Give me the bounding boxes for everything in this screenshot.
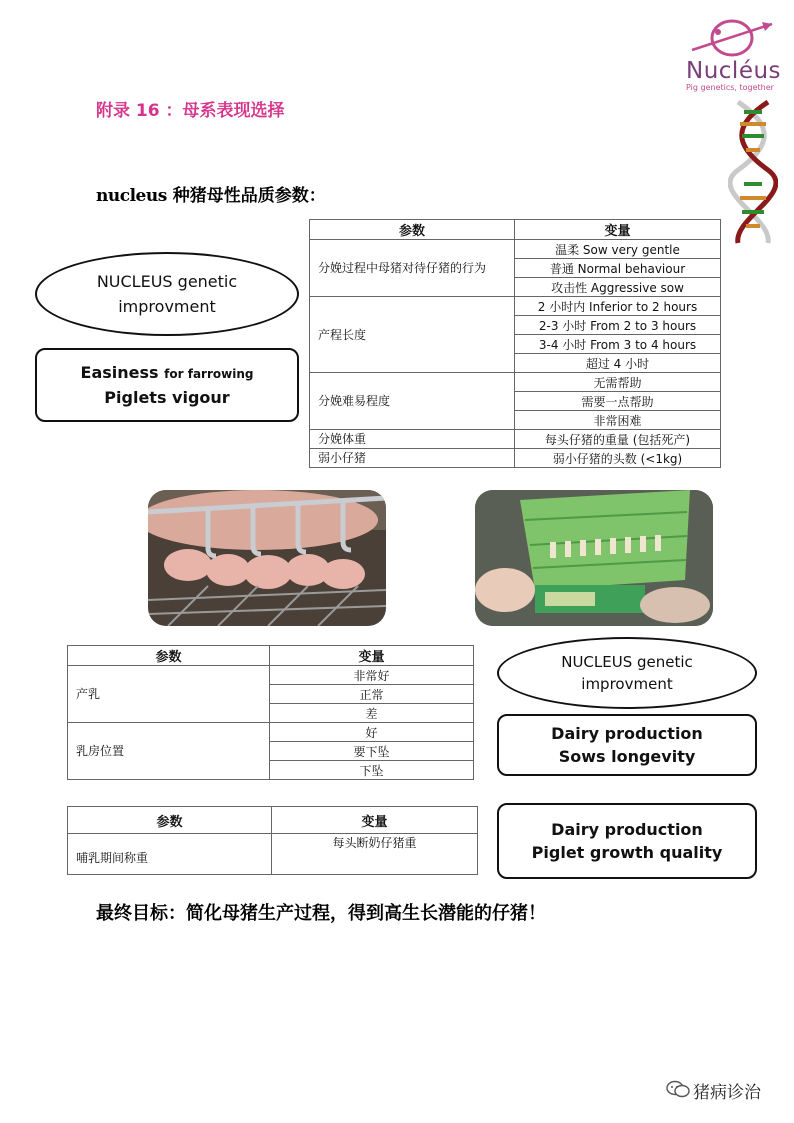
- value-cell: 温柔 Sow very gentle: [515, 240, 721, 259]
- value-cell: 3-4 小时 From 3 to 4 hours: [515, 335, 721, 354]
- table-header-row: [310, 220, 721, 240]
- value-cell: 超过 4 小时: [515, 354, 721, 373]
- value-cell: 2-3 小时 From 2 to 3 hours: [515, 316, 721, 335]
- value-cell: 要下坠: [270, 742, 474, 761]
- genetic-improvement-oval-2: [497, 637, 757, 709]
- box-line-2: Piglets vigour: [104, 388, 230, 407]
- section-title: [96, 181, 326, 206]
- header-param: 参数: [68, 807, 272, 834]
- table-header-row: [68, 646, 474, 666]
- appendix-title: 附录 16 ：母系表现选择: [96, 101, 285, 121]
- wechat-icon: [666, 1080, 690, 1098]
- param-cell: 产程长度: [310, 297, 515, 373]
- param-cell: 弱小仔猪: [310, 449, 515, 468]
- table-row: [310, 449, 721, 468]
- value-cell: 弱小仔猪的头数 (<1kg): [515, 449, 721, 468]
- value-cell: 无需帮助: [515, 373, 721, 392]
- brand-name: nucleus: [96, 186, 167, 206]
- lactation-weight-table: [67, 806, 478, 875]
- genetic-improvement-oval: [35, 252, 299, 336]
- value-cell: 攻击性 Aggressive sow: [515, 278, 721, 297]
- piglets-crate-photo: [148, 490, 386, 626]
- value-cell: 好: [270, 723, 474, 742]
- param-cell: 哺乳期间称重: [68, 834, 272, 875]
- oval-line-2: improvment: [118, 297, 216, 316]
- table-row: [68, 834, 478, 875]
- header-param: 参数: [310, 220, 515, 240]
- header-variable: 变量: [270, 646, 474, 666]
- logo-tagline: Pig genetics, together: [686, 83, 774, 92]
- value-cell: 2 小时内 Inferior to 2 hours: [515, 297, 721, 316]
- final-goal: 最终目标：简化母猪生产过程，得到高生长潜能的仔猪！: [96, 903, 546, 924]
- value-cell: 非常困难: [515, 411, 721, 430]
- dairy-longevity-box: [497, 714, 757, 776]
- param-cell: 分娩难易程度: [310, 373, 515, 430]
- table-row: [310, 430, 721, 449]
- header-variable: 变量: [272, 807, 478, 834]
- box-line-1a: Easiness: [80, 363, 159, 382]
- value-cell: 下坠: [270, 761, 474, 780]
- value-cell: 每头断奶仔猪重: [272, 834, 478, 875]
- dairy-growth-box: [497, 803, 757, 879]
- value-cell: 每头仔猪的重量 (包括死产): [515, 430, 721, 449]
- table-row: [310, 240, 721, 259]
- header-param: 参数: [68, 646, 270, 666]
- dairy-traits-table: [67, 645, 474, 780]
- header-variable: 变量: [515, 220, 721, 240]
- box-line-2: Piglet growth quality: [531, 843, 723, 862]
- table-row: [68, 666, 474, 685]
- farrowing-traits-box: [35, 348, 299, 422]
- value-cell: 差: [270, 704, 474, 723]
- box-line-1b: for farrowing: [164, 367, 254, 381]
- footer-account-name: 猪病诊治: [693, 1083, 761, 1103]
- param-cell: 分娩体重: [310, 430, 515, 449]
- box-line-2: Sows longevity: [558, 747, 696, 766]
- nucleus-logo-icon: [688, 12, 778, 64]
- param-cell: 分娩过程中母猪对待仔猪的行为: [310, 240, 515, 297]
- oval-line-1: NUCLEUS genetic: [561, 653, 693, 671]
- table-row: [310, 297, 721, 316]
- table-row: [68, 723, 474, 742]
- box-line-1: Dairy production: [551, 724, 703, 743]
- oval-line-1: NUCLEUS genetic: [96, 272, 238, 291]
- table-row: [310, 373, 721, 392]
- value-cell: 正常: [270, 685, 474, 704]
- value-cell: 非常好: [270, 666, 474, 685]
- box-line-1: Dairy production: [551, 820, 703, 839]
- oval-line-2: improvment: [581, 675, 673, 693]
- weighing-scale-photo: [475, 490, 713, 626]
- maternal-traits-table: [309, 219, 721, 468]
- table-header-row: [68, 807, 478, 834]
- param-cell: 乳房位置: [68, 723, 270, 780]
- value-cell: 需要一点帮助: [515, 392, 721, 411]
- value-cell: 普通 Normal behaviour: [515, 259, 721, 278]
- logo-wordmark: Nucléus: [686, 58, 782, 84]
- section-title-text: 种猪母性品质参数：: [166, 186, 326, 206]
- param-cell: 产乳: [68, 666, 270, 723]
- dna-helix-icon: [728, 100, 778, 245]
